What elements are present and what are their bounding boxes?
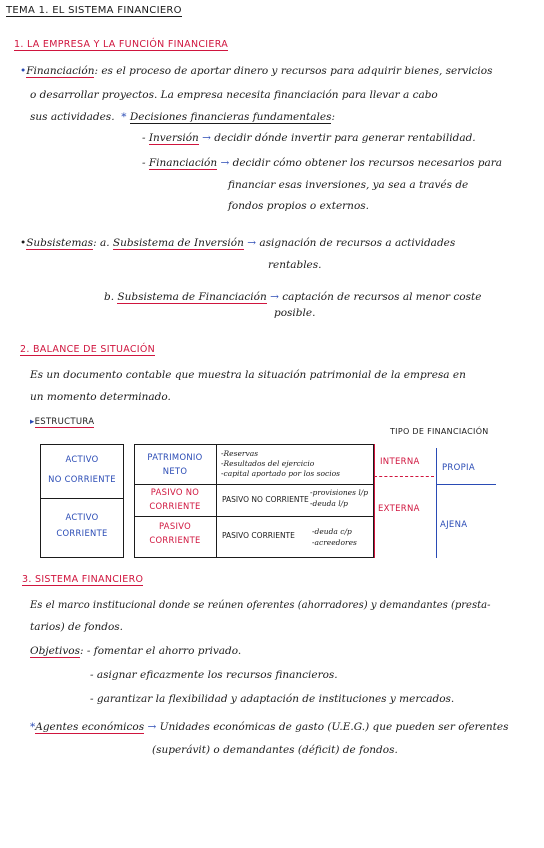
asterisk-icon: * [117, 111, 130, 123]
pc-label: PASIVO CORRIENTE [149, 521, 201, 545]
red-bracket [374, 444, 375, 558]
financiacion-line-3: sus actividades. * Decisiones financieras fundamentales: [30, 111, 336, 123]
decisiones-term: Decisiones financieras fundamentales [129, 111, 332, 123]
financiacion-line-2: o desarrollar proyectos. La empresa necesita financiación para llevar a cabo [30, 89, 438, 101]
divider [134, 484, 374, 485]
activo-nc-label: ACTIVO NO CORRIENTE [48, 454, 116, 484]
divider [216, 444, 217, 558]
externa-label: EXTERNA [378, 504, 420, 514]
arrow-right-icon: → [144, 721, 160, 733]
pnc-items: -provisiones l/p -deuda l/p [310, 488, 369, 508]
balance-line-1: Es un documento contable que muestra la situación patrimonial de la empresa en [30, 369, 466, 381]
asterisk-icon: * [30, 721, 36, 733]
arrow-right-icon: → [217, 157, 233, 169]
tipo-financiacion-label: TIPO DE FINANCIACIÓN [390, 427, 489, 436]
pn-items: -Reservas -Resultados del ejercicio -capital aportado por los socios [221, 449, 340, 478]
pc-items: -deuda c/p -acreedores [312, 527, 357, 547]
blue-divider [436, 484, 496, 485]
arrow-right-icon: → [266, 291, 283, 303]
propia-label: PROPIA [442, 463, 475, 473]
subsistemas-line-b: b. Subsistema de Financiación → captación de recursos al menor coste [104, 291, 482, 303]
decision-inversion: - Inversión → decidir dónde invertir para generar rentabilidad. [142, 132, 476, 144]
pnc-label: PASIVO NO CORRIENTE [149, 487, 201, 511]
balance-line-2: un momento determinado. [30, 391, 171, 403]
activo-c-label: ACTIVO CORRIENTE [56, 512, 108, 538]
decision-financiacion: - Financiación → decidir cómo obtener los recursos necesarios para [142, 157, 503, 169]
financiacion-term: Financiación [26, 65, 95, 77]
pc-row-label: PASIVO CORRIENTE [222, 531, 295, 540]
triangle-right-icon: ▸ [30, 417, 35, 427]
section-2-heading: 2. BALANCE DE SITUACIÓN [20, 344, 156, 355]
ajena-label: AJENA [440, 520, 468, 530]
blue-bracket [436, 448, 437, 558]
decision-financiacion-l3: fondos propios o externos. [228, 200, 369, 212]
arrow-right-icon: → [198, 132, 215, 144]
bullet-icon: • [20, 65, 27, 77]
pn-label: PATRIMONIO NETO [147, 452, 203, 476]
pnc-row-label: PASIVO NO CORRIENTE [222, 495, 309, 504]
agentes-line-1: *Agentes económicos → Unidades económicas de gasto (U.E.G.) que pueden ser oferentes [30, 721, 509, 733]
section-1-heading: 1. LA EMPRESA Y LA FUNCIÓN FINANCIERA [14, 39, 229, 50]
subsistema-a-l2: rentables. [268, 259, 322, 271]
financiacion-line-1: •Financiación: es el proceso de aportar dinero y recursos para adquirir bienes, servicios [20, 65, 493, 77]
interna-label: INTERNA [380, 457, 420, 467]
divider [40, 498, 124, 499]
objetivo-2: - asignar eficazmente los recursos financieros. [90, 669, 338, 681]
subsistemas-line-a: •Subsistemas: a. Subsistema de Inversión → asignación de recursos a actividades [20, 237, 456, 249]
sf-line-2: tarios) de fondos. [30, 621, 124, 633]
decision-financiacion-l2: financiar esas inversiones, ya sea a través de [228, 179, 469, 191]
subsistema-b-l2: posible. [274, 307, 316, 319]
sf-line-1: Es el marco institucional donde se reúnen oferentes (ahorradores) y demandantes (presta- [30, 600, 491, 611]
agentes-line-2: (superávit) o demandantes (déficit) de fondos. [152, 744, 398, 756]
divider [134, 516, 374, 517]
section-3-heading: 3. SISTEMA FINANCIERO [22, 574, 144, 585]
objetivos-line-1: Objetivos: - fomentar el ahorro privado. [30, 645, 242, 657]
objetivo-3: - garantizar la flexibilidad y adaptación de instituciones y mercados. [90, 693, 455, 705]
page-title: TEMA 1. EL SISTEMA FINANCIERO [6, 5, 182, 16]
arrow-right-icon: → [243, 237, 260, 249]
bullet-icon: • [20, 237, 27, 249]
red-divider [374, 476, 434, 477]
estructura-label: ▸ESTRUCTURA [30, 417, 95, 427]
